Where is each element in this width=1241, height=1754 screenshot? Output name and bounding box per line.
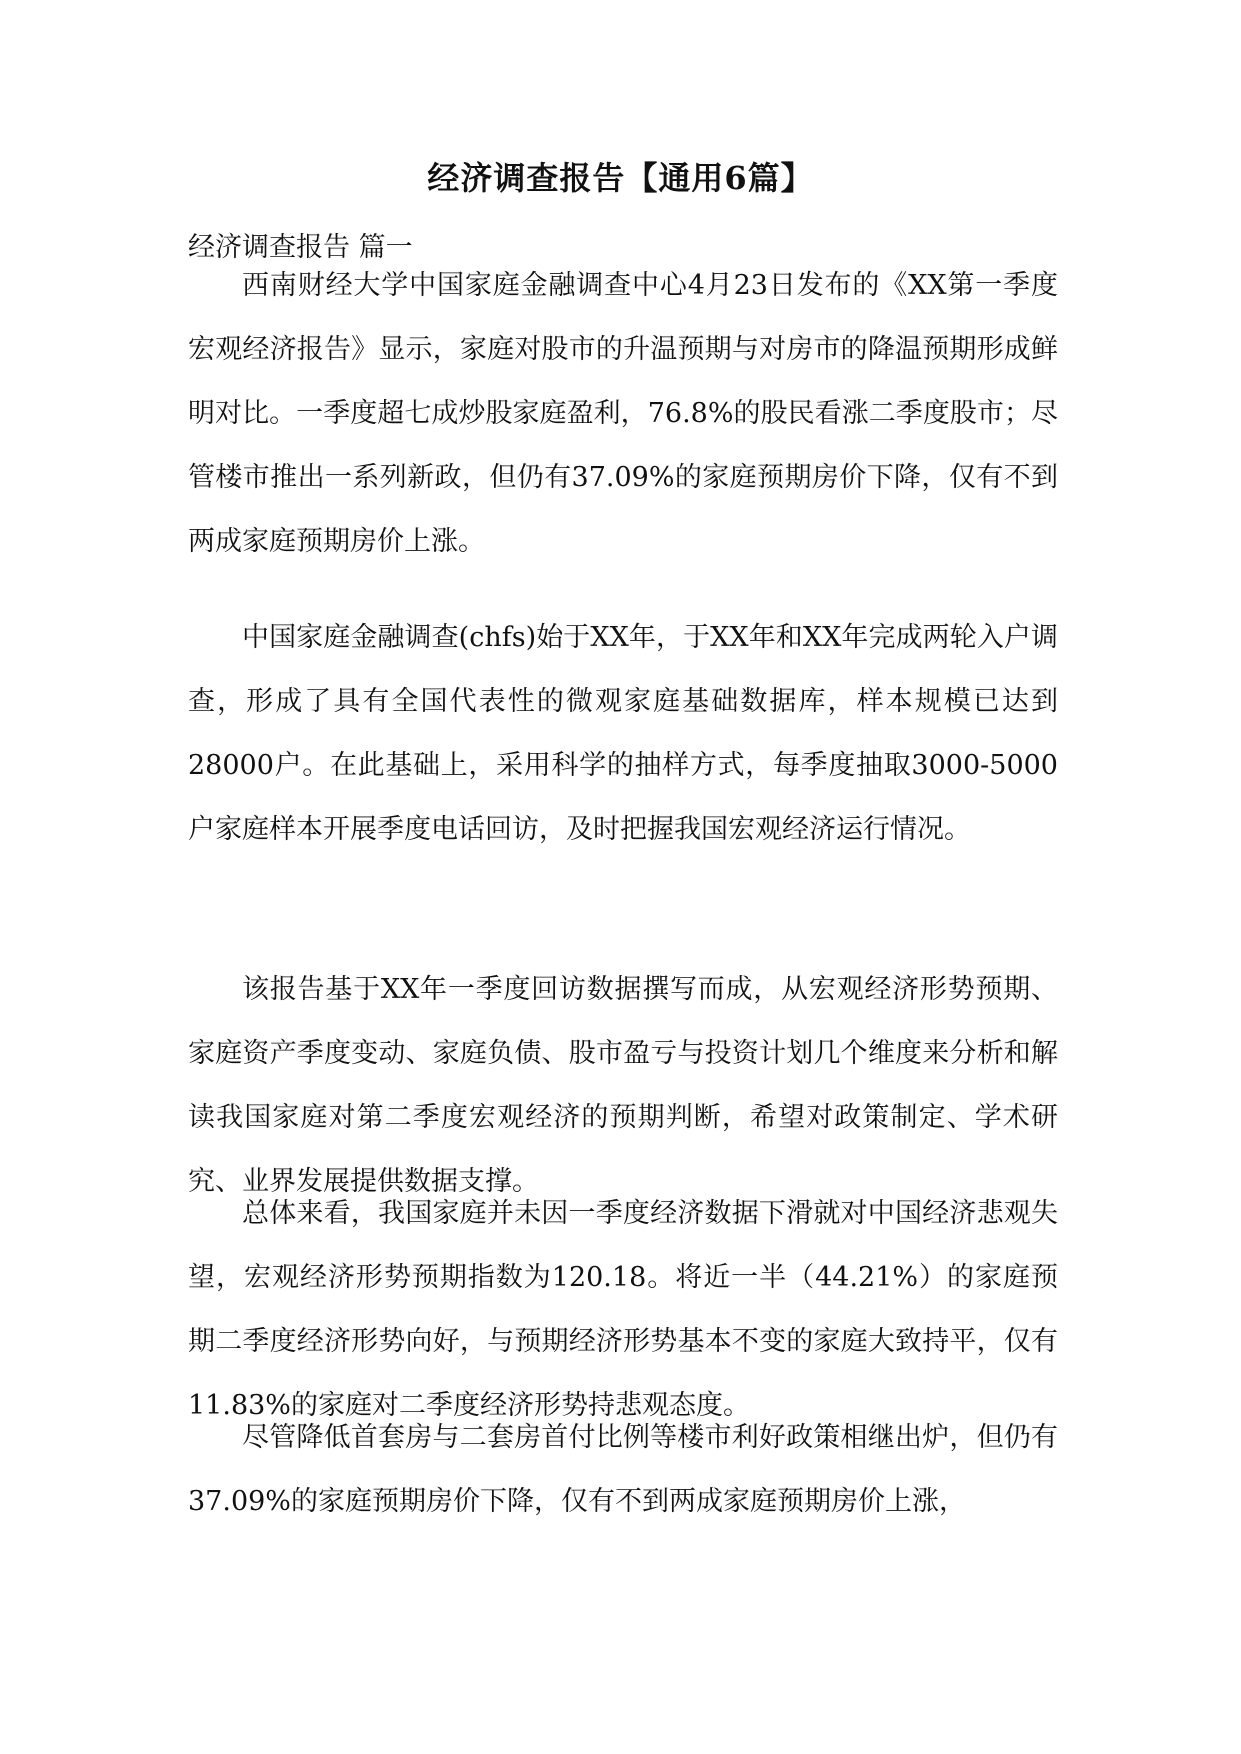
document-title: 经济调查报告【通用6篇】 [427, 159, 814, 197]
paragraph: 西南财经大学中国家庭金融调查中心4月23日发布的《XX第一季度宏观经济报告》显示，家庭对股市的升温预期与对房市的降温预期形成鲜明对比。一季度超七成炒股家庭盈利，76.8%的股民看涨二季度股市；尽管楼市推出一系列新政，但仍有37.09%的家庭预期房价下降，仅有不到两成家庭预期房价上涨。 [188, 270, 1058, 557]
paragraph: 该报告基于XX年一季度回访数据撰写而成，从宏观经济形势预期、家庭资产季度变动、家庭负债、股市盈亏与投资计划几个维度来分析和解读我国家庭对第二季度宏观经济的预期判断，希望对政策制定、学术研究、业界发展提供数据支撑。 [188, 974, 1058, 1197]
section-heading: 经济调查报告 篇一 [188, 232, 413, 263]
paragraph: 中国家庭金融调查(chfs)始于XX年，于XX年和XX年完成两轮入户调查，形成了具有全国代表性的微观家庭基础数据库，样本规模已达到28000户。在此基础上，采用科学的抽样方式，每季度抽取3000-5000户家庭样本开展季度电话回访，及时把握我国宏观经济运行情况。 [188, 622, 1058, 845]
paragraph: 尽管降低首套房与二套房首付比例等楼市利好政策相继出炉，但仍有37.09%的家庭预期房价下降，仅有不到两成家庭预期房价上涨， [188, 1422, 1058, 1517]
paragraph: 总体来看，我国家庭并未因一季度经济数据下滑就对中国经济悲观失望，宏观经济形势预期指数为120.18。将近一半（44.21%）的家庭预期二季度经济形势向好，与预期经济形势基本不变的家庭大致持平，仅有11.83%的家庭对二季度经济形势持悲观态度。 [188, 1198, 1058, 1421]
